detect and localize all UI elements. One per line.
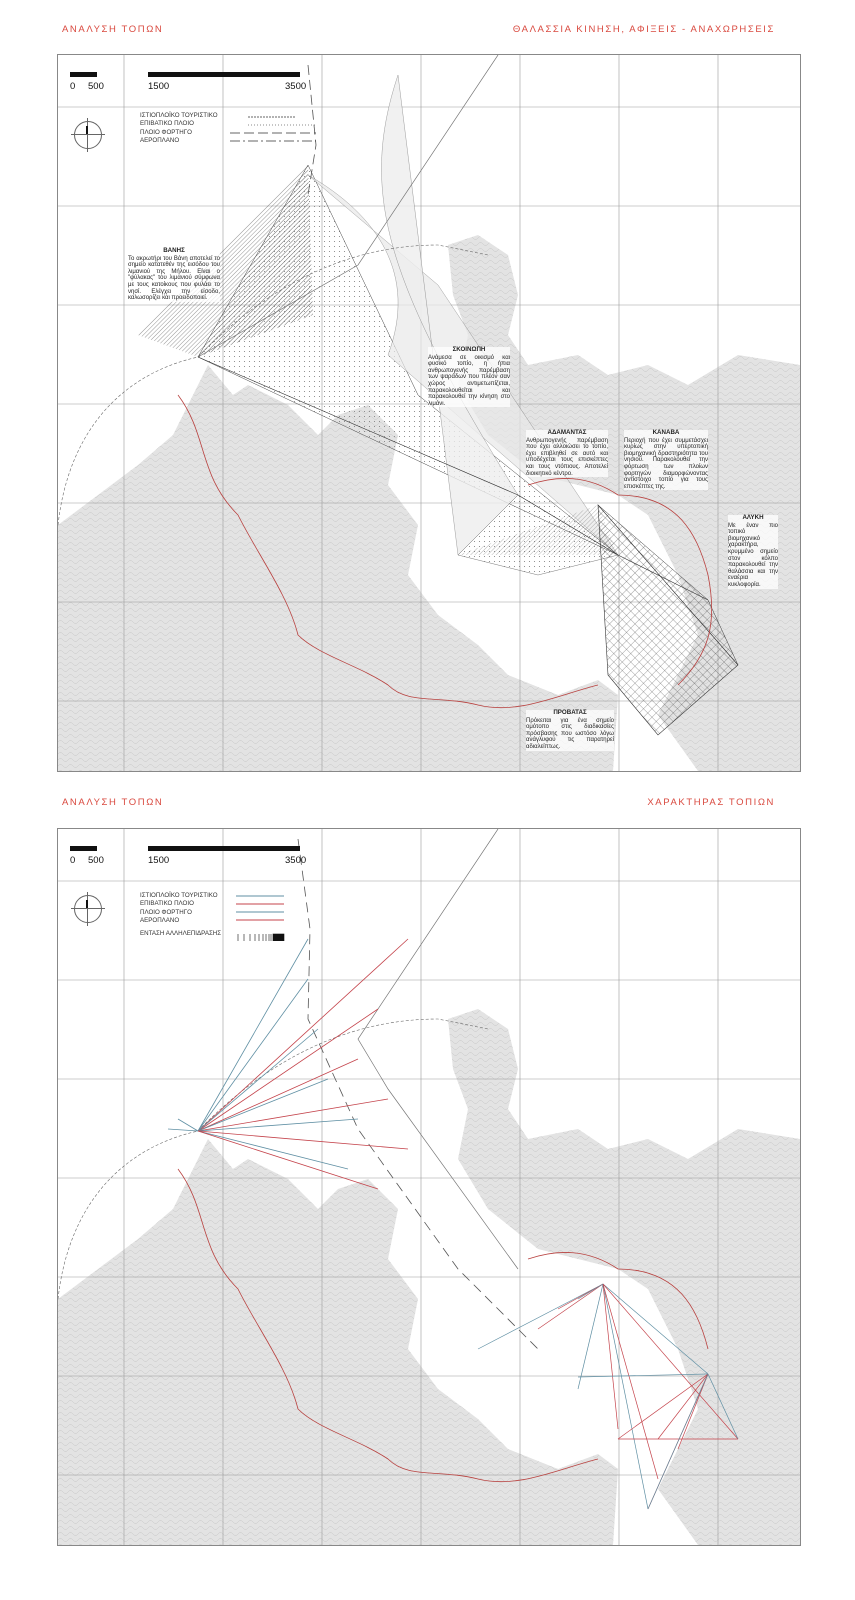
intensity-scale-icon (238, 934, 284, 941)
note-vanis-title: ΒΑΝΗΣ (163, 247, 185, 254)
scale-label-0: 0 (70, 855, 76, 866)
scale-label-3500: 3500 (285, 855, 307, 866)
note-provatas-title: ΠΡΟΒΑΤΑΣ (553, 709, 587, 716)
note-skoinopi (428, 347, 510, 407)
note-skoinopi-title: ΣΚΟΙΝΩΠΗ (452, 346, 486, 353)
bottom-header-left: ΑΝΑΛΥΣΗ ΤΟΠΩΝ (62, 797, 164, 808)
scale-label-1500: 1500 (148, 855, 170, 866)
scale-label-500: 500 (88, 81, 104, 92)
note-adamantas-title: ΑΔΑΜΑΝΤΑΣ (547, 429, 587, 436)
legend-item-sailing: ΙΣΤΙΟΠΛΟΪΚΟ ΤΟΥΡΙΣΤΙΚΟ (140, 112, 218, 119)
top-legend-symbols (228, 113, 328, 149)
note-alyki (728, 515, 778, 589)
legend-item-sailing: ΙΣΤΙΟΠΛΟΪΚΟ ΤΟΥΡΙΣΤΙΚΟ (140, 892, 218, 899)
bottom-scale-bar (70, 843, 320, 873)
legend-item-airplane: ΑΕΡΟΠΛΑΝΟ (140, 916, 180, 924)
note-skoinopi-text: Ανάμεσα σε οικισμό και φυσικό τοπίο, η ήπια ανθρωπογενής παρέμβαση των ψαράδων που πλέον σαν χώρος αντιμετωπίζεται, παρακολουθείται και παρακολουθεί την κίνηση στο λιμάνι. (428, 354, 510, 407)
legend-item-cargo: ΠΛΟΙΟ ΦΟΡΤΗΓΟ (140, 908, 192, 916)
north-arrow-icon (74, 895, 102, 923)
note-alyki-text: Με έναν πιο τοπικό βιομηχανικό χαρακτήρα, κρυμμένο σημείο στον κόλπο παρακολουθεί την θαλάσσια και την εναέρια κυκλοφορία. (728, 522, 778, 588)
top-map-svg (58, 55, 800, 771)
top-header-right: ΘΑΛΑΣΣΙΑ ΚΙΝΗΣΗ, ΑΦΙΞΕΙΣ - ΑΝΑΧΩΡΗΣΕΙΣ (512, 24, 775, 35)
legend-item-passenger: ΕΠΙΒΑΤΙΚΟ ΠΛΟΙΟ (140, 900, 194, 908)
scale-label-3500: 3500 (285, 81, 307, 92)
note-vanis (128, 248, 220, 302)
note-provatas-text: Πρόκειται για ένα σημείο ομότοπο στις διαδικασίες πρόσβασης που ωστόσο λόγω ανάγλυφου τις παρατηρεί αδιαλείπτως. (526, 717, 614, 750)
legend-item-airplane: ΑΕΡΟΠΛΑΝΟ (140, 136, 180, 144)
bottom-map-panel (57, 828, 801, 1546)
note-provatas (526, 710, 614, 751)
legend-item-cargo: ΠΛΟΙΟ ΦΟΡΤΗΓΟ (140, 128, 192, 136)
note-vanis-text: Το ακρωτήρι του Βάνη αποτελεί το σημείο κατατεθέν της εισόδου του λιμανιού της Μήλου. Είναι ο "φύλακας" του λιμανιού σύμφωνα με τους κατοίκους που φυλάει το νησί. Ελέγχει την είσοδο, καλωσορίζει και προειδοποιεί. (128, 255, 220, 302)
top-header-left: ΑΝΑΛΥΣΗ ΤΟΠΩΝ (62, 24, 164, 35)
legend-item-intensity: ΕΝΤΑΣΗ ΑΛΛΗΛΕΠΙΔΡΑΣΗΣ (140, 930, 222, 938)
top-legend (140, 112, 218, 145)
top-map-panel (57, 54, 801, 772)
north-arrow-icon (74, 121, 102, 149)
note-kanava (624, 430, 708, 490)
note-kanava-text: Περιοχή που έχει συμμετάσχει κυρίως στην υπερτοπική βιομηχανική δραστηριότητα του νησιού. Παρακολουθεί την φόρτωση των πλοίων φορτηγών διαμορφώνοντας αντίστοιχο τοπίο για τους επισκέπτες της. (624, 437, 708, 490)
note-adamantas (526, 430, 608, 477)
bottom-header-right: ΧΑΡΑΚΤΗΡΑΣ ΤΟΠΙΩΝ (647, 797, 775, 808)
bottom-legend-symbols (236, 891, 316, 941)
note-alyki-title: ΑΛΥΚΗ (742, 514, 764, 521)
note-adamantas-text: Ανθρωπογενής παρέμβαση που έχει αλλοιώσει το τοπίο, έχει επιβληθεί σε αυτό και υποδέχεται τους επισκέπτες και τους ντόπιους. Αποτελεί διοικητικό κέντρο. (526, 437, 608, 477)
scale-label-1500: 1500 (148, 81, 170, 92)
scale-label-0: 0 (70, 81, 76, 92)
top-scale-bar (70, 69, 320, 99)
note-kanava-title: ΚΑΝΑΒΑ (652, 429, 680, 436)
scale-label-500: 500 (88, 855, 104, 866)
legend-item-passenger: ΕΠΙΒΑΤΙΚΟ ΠΛΟΙΟ (140, 120, 194, 128)
bottom-legend (140, 892, 221, 938)
